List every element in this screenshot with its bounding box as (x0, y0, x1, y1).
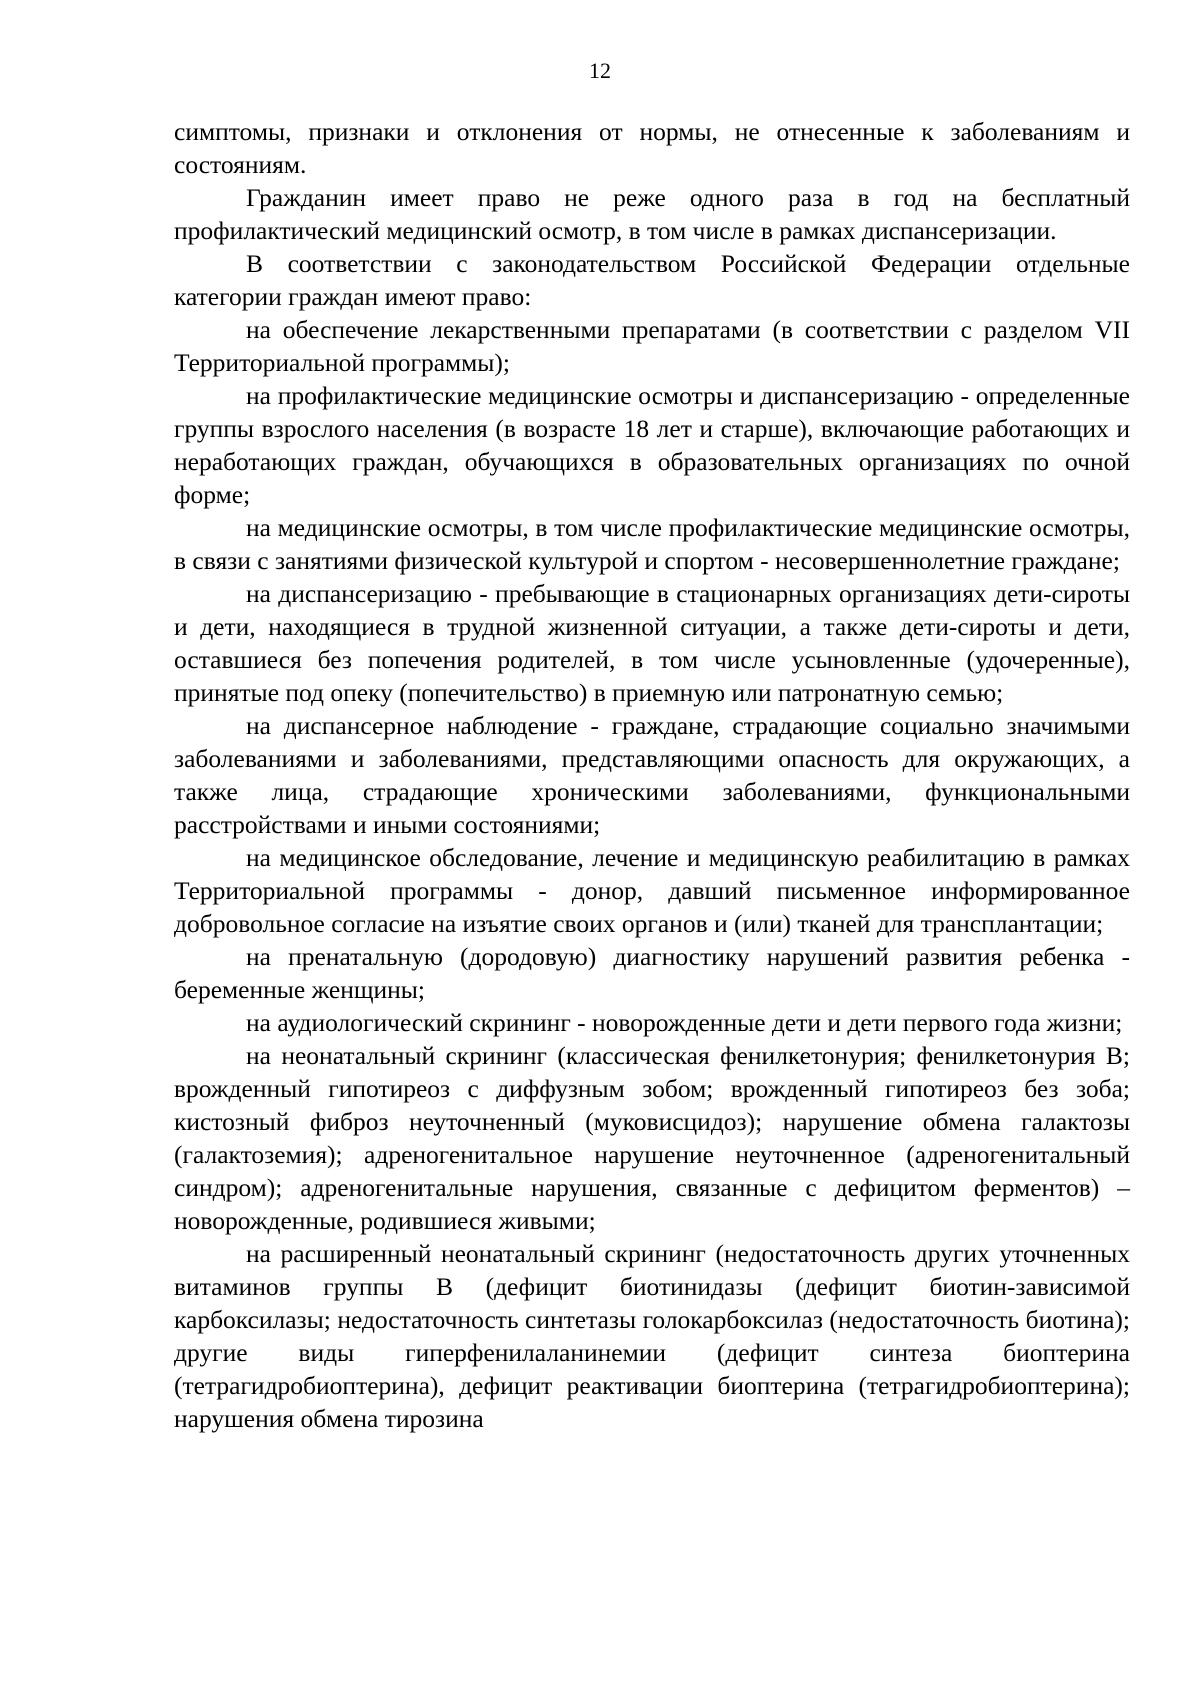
paragraph-prenatal-diagnostics: на пренатальную (дородовую) диагностику нарушений развития ребенка - беременные женщины; (174, 942, 1130, 1004)
paragraph-categories-intro: В соответствии с законодательством Российской Федерации отдельные категории граждан имеют право: (174, 249, 1130, 311)
paragraph-donors: на медицинское обследование, лечение и медицинскую реабилитацию в рамках Территориальной программы - донор, давший письменное информированное добровольное согласие на изъятие своих органов и (или) тканей для трансплантации; (174, 843, 1130, 938)
paragraph-orphans-dispensary: на диспансеризацию - пребывающие в стационарных организациях дети-сироты и дети, находящиеся в трудной жизненной ситуации, а также дети-сироты и дети, оставшиеся без попечения родителей, в том числе усыновленные (удочеренные), принятые под опеку (попечительство) в приемную или патронатную семью; (174, 579, 1130, 707)
paragraph-medications: на обеспечение лекарственными препаратами (в соответствии с разделом VII Территориальной программы); (174, 315, 1130, 377)
paragraph-sports-exams: на медицинские осмотры, в том числе профилактические медицинские осмотры, в связи с занятиями физической культурой и спортом - несовершеннолетние граждане; (174, 513, 1130, 575)
page-number: 12 (589, 58, 611, 83)
document-body (174, 115, 1130, 1435)
paragraph-continuation: симптомы, признаки и отклонения от нормы, не отнесенные к заболеваниям и состояниям. (174, 117, 1130, 179)
paragraph-preventive-exam-right: Гражданин имеет право не реже одного раза в год на бесплатный профилактический медицинский осмотр, в том числе в рамках диспансеризации. (174, 183, 1130, 245)
paragraph-neonatal-screening: на неонатальный скрининг (классическая фенилкетонурия; фенилкетонурия B; врожденный гипотиреоз с диффузным зобом; врожденный гипотиреоз без зоба; кистозный фиброз неуточненный (муковисцидоз); нарушение обмена галактозы (галактоземия); адреногенитальное нарушение неуточненное (адреногенитальный синдром); адреногенитальные нарушения, связанные с дефицитом ферментов) – новорожденные, родившиеся живыми; (174, 1041, 1130, 1235)
paragraph-dispensary-observation: на диспансерное наблюдение - граждане, страдающие социально значимыми заболеваниями и заболеваниями, представляющими опасность для окружающих, а также лица, страдающие хроническими заболеваниями, функциональными расстройствами и иными состояниями; (174, 711, 1130, 839)
paragraph-adult-dispensary: на профилактические медицинские осмотры и диспансеризацию - определенные группы взрослого населения (в возрасте 18 лет и старше), включающие работающих и неработающих граждан, обучающихся в образовательных организациях по очной форме; (174, 381, 1130, 509)
paragraph-extended-neonatal-screening: на расширенный неонатальный скрининг (недостаточность других уточненных витаминов группы В (дефицит биотинидазы (дефицит биотин-зависимой карбоксилазы; недостаточность синтетазы голокарбоксилаз (недостаточность биотина); другие виды гиперфенилаланинемии (дефицит синтеза биоптерина (тетрагидробиоптерина), дефицит реактивации биоптерина (тетрагидробиоптерина); нарушения обмена тирозина (174, 1239, 1130, 1433)
paragraph-audiological-screening: на аудиологический скрининг - новорожденные дети и дети первого года жизни; (246, 1008, 1123, 1037)
